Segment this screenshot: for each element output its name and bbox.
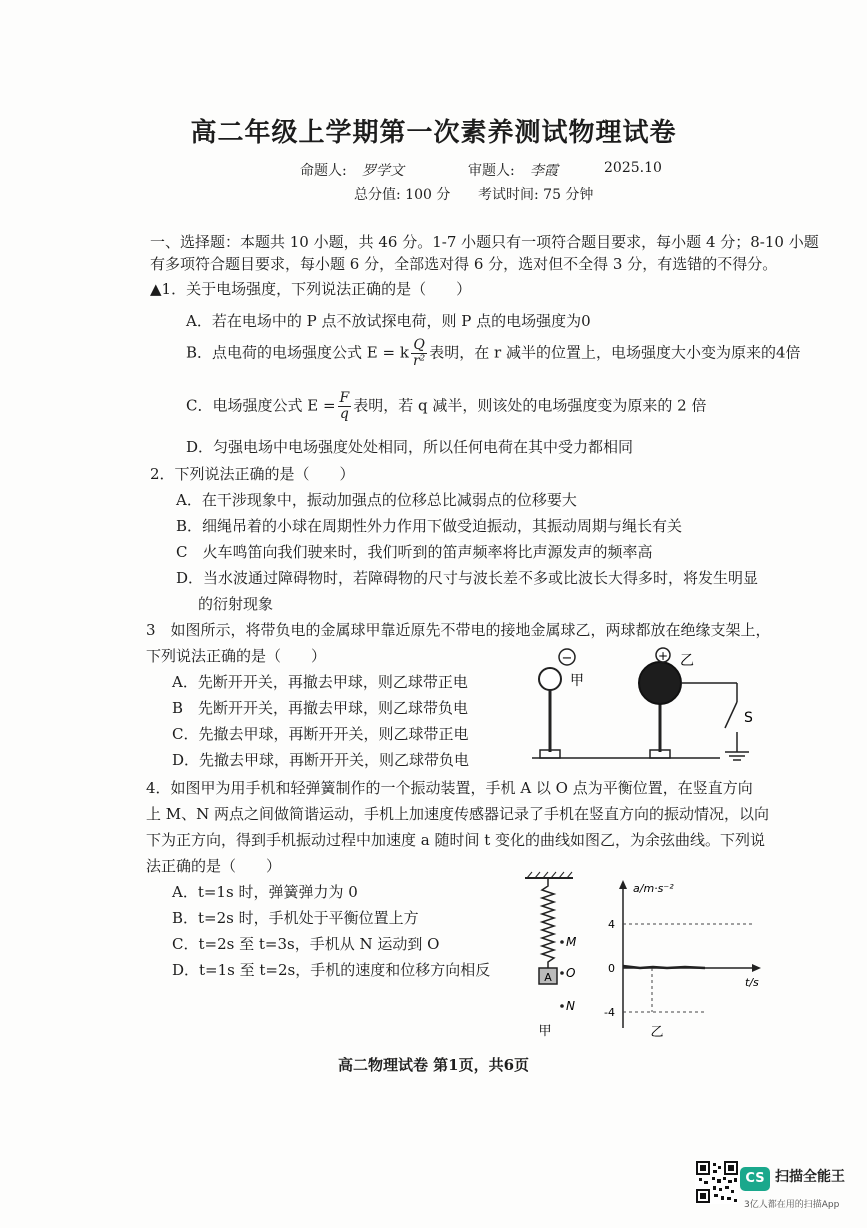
q1-option-c — [186, 391, 707, 422]
graph-x-arrow — [752, 964, 761, 972]
graph-tick-0: 0 — [608, 962, 615, 975]
figure-yi-caption: 乙 — [650, 1025, 664, 1040]
point-o-dot — [560, 971, 564, 975]
q3-ball-jia — [539, 668, 561, 690]
q2-option-d-line2: 的衍射现象 — [198, 595, 274, 613]
q2-option-b: B．细绳吊着的小球在周期性外力作用下做受迫振动，其振动周期与绳长有关 — [176, 517, 683, 535]
graph-y-label: a/m·s⁻² — [633, 882, 674, 895]
q4-figure-graph — [595, 876, 770, 1041]
spring-coil — [542, 878, 554, 968]
page-footer: 高二物理试卷 第1页，共6页 — [337, 1056, 530, 1074]
q4-option-a: A．t=1s 时，弹簧弹力为 0 — [172, 883, 358, 901]
q1-c-fraction — [338, 391, 352, 422]
q1-c-formula-text: C．电场强度公式 E = — [186, 396, 336, 415]
graph-x-label: t/s — [745, 976, 759, 989]
q3-figure — [520, 640, 780, 770]
point-n-dot — [560, 1004, 564, 1008]
exam-date: 2025.10 — [604, 160, 662, 176]
figure-jia-caption: 甲 — [538, 1024, 552, 1038]
phone-label-a: A — [544, 971, 552, 984]
exam-time: 考试时间: 75 分钟 — [478, 187, 594, 203]
qr-code-icon — [695, 1160, 739, 1204]
author-label: 命题人: — [300, 163, 347, 179]
graph-y-arrow — [619, 880, 627, 889]
q1-c-denominator: q — [339, 406, 349, 422]
q1-b-formula-text: B．点电荷的电场强度公式 E = k — [186, 343, 409, 362]
camscanner-name: 扫描全能王 — [775, 1169, 845, 1185]
total-score: 总分值: 100 分 — [354, 187, 451, 203]
q1-option-a: A．若在电场中的 P 点不放试探电荷，则 P 点的电场强度为0 — [186, 312, 591, 330]
point-o-label: O — [566, 966, 576, 980]
q3-label-s: S — [744, 710, 753, 726]
q3-label-jia: 甲 — [570, 673, 584, 689]
q1-stem: ▲1．关于电场强度，下列说法正确的是（ ） — [150, 280, 472, 298]
q3-label-yi: 乙 — [680, 653, 694, 669]
point-m-label: M — [566, 935, 577, 949]
q1-b-fraction — [411, 338, 427, 369]
q4-stem-line2: 上 M、N 两点之间做简谐运动，手机上加速度传感器记录了手机在竖直方向的振动情况，以向 — [146, 805, 770, 823]
q4-option-d: D．t=1s 至 t=2s，手机的速度和位移方向相反 — [172, 961, 491, 979]
q3-option-c: C．先撤去甲球，再断开开关，则乙球带正电 — [172, 725, 469, 743]
q2-option-c: C 火车鸣笛向我们驶来时，我们听到的笛声频率将比声源发声的频率高 — [176, 543, 653, 561]
camscanner-slogan: 3亿人都在用的扫描App — [744, 1200, 840, 1210]
q3-stem-line1: 3 如图所示，将带负电的金属球甲靠近原先不带电的接地金属球乙，两球都放在绝缘支架上， — [146, 621, 771, 639]
q3-option-b: B 先断开开关，再撤去甲球，则乙球带负电 — [172, 699, 469, 717]
point-m-dot — [560, 940, 564, 944]
q2-option-d-line1: D．当水波通过障碍物时，若障碍物的尺寸与波长差不多或比波长大得多时，将发生明显 — [176, 569, 759, 587]
q1-option-b — [186, 338, 801, 369]
author-name: 罗学文 — [362, 163, 404, 179]
camscanner-logo-icon: CS — [740, 1167, 770, 1191]
q4-stem-line1: 4．如图甲为用手机和轻弹簧制作的一个振动装置，手机 A 以 O 点为平衡位置，在竖直方向 — [146, 779, 753, 797]
q1-c-numerator: F — [339, 390, 350, 406]
q4-stem-line3: 下为正方向，得到手机振动过程中加速度 a 随时间 t 变化的曲线如图乙，为余弦曲线。下列说 — [146, 831, 766, 849]
q3-switch-blade — [725, 702, 737, 728]
graph-curve — [623, 966, 705, 968]
q3-ball-yi — [639, 662, 681, 704]
q3-minus-label: − — [561, 651, 573, 666]
q1-b-numerator: Q — [411, 338, 427, 354]
q3-option-a: A．先断开开关，再撤去甲球，则乙球带正电 — [172, 673, 468, 691]
q4-option-c: C．t=2s 至 t=3s，手机从 N 运动到 O — [172, 935, 440, 953]
graph-tick-4: 4 — [608, 918, 615, 931]
section-intro-line2: 有多项符合题目要求，每小题 6 分，全部选对得 6 分，选对但不全得 3 分，有选错的不得分。 — [150, 255, 778, 273]
q4-option-b: B．t=2s 时，手机处于平衡位置上方 — [172, 909, 419, 927]
graph-tick-neg4: -4 — [604, 1006, 615, 1019]
q4-stem-line4: 法正确的是（ ） — [146, 857, 282, 875]
q3-plus-label: + — [657, 649, 669, 663]
point-n-label: N — [566, 999, 575, 1013]
q3-option-d: D．先撤去甲球，再断开开关，则乙球带负电 — [172, 751, 470, 769]
q1-b-denominator: r² — [412, 353, 426, 369]
q4-figure-spring — [515, 868, 595, 1038]
q3-stem-line2: 下列说法正确的是（ ） — [146, 647, 327, 665]
exam-title: 高二年级上学期第一次素养测试物理试卷 — [190, 118, 677, 148]
section-intro-line1: 一、选择题：本题共 10 小题，共 46 分。1-7 小题只有一项符合题目要求，每小题 4 分；8-10 小题 — [150, 233, 819, 251]
q2-option-a: A．在干涉现象中，振动加强点的位移总比减弱点的位移要大 — [176, 491, 577, 509]
q1-option-d: D．匀强电场中电场强度处处相同，所以任何电荷在其中受力都相同 — [186, 438, 634, 456]
q2-stem: 2．下列说法正确的是（ ） — [150, 465, 355, 483]
q1-c-explanation: 表明，若 q 减半，则该处的电场强度变为原来的 2 倍 — [353, 396, 707, 415]
reviewer-label: 审题人: — [468, 163, 515, 179]
reviewer-name: 李霞 — [530, 163, 558, 179]
q1-b-explanation: 表明，在 r 减半的位置上，电场强度大小变为原来的4倍 — [429, 343, 801, 362]
